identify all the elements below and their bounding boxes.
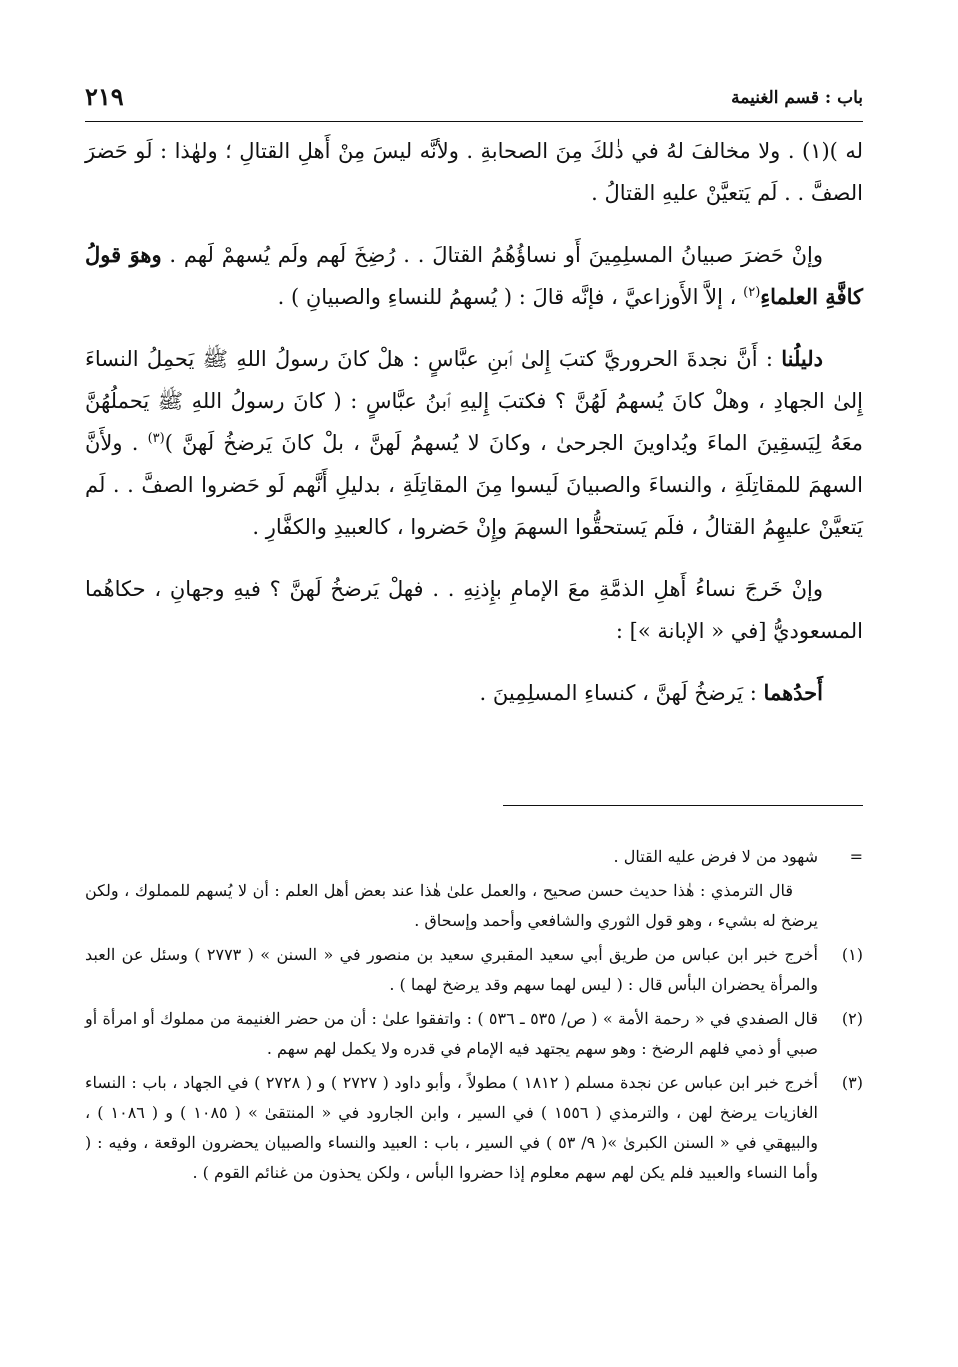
- footnote-3: [85, 1068, 863, 1188]
- paragraph-2-text-a: وإنْ حَضرَ صبيانُ المسلِمِينَ أَو نساؤُهُمُ القتالَ . . رُضِخَ لَهم ولَم يُسهمْ لَهم .: [161, 243, 823, 267]
- footnote-ref-3: (٣): [147, 431, 165, 446]
- paragraph-3: [85, 338, 863, 548]
- footnote-2-text: قال الصفدي في « رحمة الأمة » ( ص/ ٥٣٥ ـ ٥٣٦ ) : واتفقوا علىٰ : أن من حضر الغنيمة من مملوك أو امرأة أو صبي أو ذمي فلهم الرضخ : وهو سهم يجتهد فيه الإمام في قدره ولا يكمل لهم سهم .: [85, 1009, 819, 1058]
- paragraph-3-text: : أَنَّ نجدةَ الحروريَّ كتبَ إِلىٰ ٱبنِ عبَّاسٍ : هلْ كانَ رسولُ اللهِ ﷺ يَحمِلُ النساءَ إِلىٰ الجهادِ ، وهلْ كانَ يُسهمُ لَهُنَّ ؟ فكتبَ إِليهِ ٱبنُ عبَّاسٍ : ( كانَ رسولُ اللهِ ﷺ يَحملُهُنَّ معَهُ لِيَسقِينَ الماءَ ويُداوينَ الجرحىٰ ، وكانَ لا يُسهمُ لَهنَّ ، بلْ كانَ يَرضخُ لَهنَّ ): [85, 347, 864, 455]
- paragraph-5: [85, 672, 863, 714]
- page-header: [85, 78, 863, 118]
- paragraph-3-tail: . ولأَنَّ السهمَ للمقاتِلَةِ ، والنساءَ والصبيانَ لَيسوا مِنَ المقاتِلَةِ ، بدليلِ أَنَّهم لَو حَضروا الصفَّ . . لَم يَتعيَّنْ عليهِمُ القتالُ ، فلَم يَستحقُّوا السهمَ وإِنْ حَضروا ، كالعبيدِ والكفَّارِ .: [85, 431, 863, 539]
- footnote-1-marker: (١): [841, 945, 863, 964]
- footnote-1-text: أخرج خبر ابن عباس من طريق أبي سعيد المقبري سعيد بن منصور في « السنن » ( ٢٧٧٣ ) وسئل عن العبد والمرأة يحضران البأس قال : ( ليس لهما سهم وقد يرضخ لهما ) .: [85, 945, 819, 994]
- footnote-rule: [503, 805, 863, 806]
- evidence-label: دليلُنا: [781, 346, 823, 371]
- paragraph-4-text: وإنْ خَرجَ نساءُ أَهلِ الذمَّةِ معَ الإمامِ بإِذنِهِ . . فهلْ يَرضخُ لَهنَّ ؟ فيهِ وجهانِ ، حكاهُما المسعوديُّ [في « الإبانة »] :: [85, 577, 863, 643]
- footnote-3-text: أخرج خبر ابن عباس عن نجدة مسلم ( ١٨١٢ ) مطولاً ، وأبو داود ( ٢٧٢٧ ) و ( ٢٧٢٨ ) في الجهاد ، باب : النساء الغازيات يرضخ لهن ، والترمذي ( ١٥٥٦ ) في السير ، وابن الجارود في « المنتقىٰ » ( ١٠٨٥ ) و ( ١٠٨٦ ) ، والبيهقي في « السنن الكبرىٰ »( ٩/ ٥٣ ) في السير ، باب : العبيد والنساء والصبيان يحضرون الوقعة ، وفيه : ( وأما النساء والعبيد فلم يكن لهم سهم معلوم إذا حضروا البأس ، ولكن يحذون من غنائم القوم ) .: [85, 1073, 819, 1182]
- main-text: [85, 130, 863, 734]
- footnote-2: [85, 1004, 863, 1064]
- paragraph-5-text: : يَرضخُ لَهنَّ ، كنساءِ المسلِمِينَ .: [479, 681, 764, 705]
- footnote-2-marker: (٢): [841, 1009, 863, 1028]
- page-number: ٢١٩: [85, 82, 124, 111]
- footnote-ref-2: (٢): [743, 285, 761, 300]
- footnotes: [85, 842, 863, 1192]
- paragraph-1: [85, 130, 863, 214]
- header-rule: [85, 121, 863, 122]
- footnote-1: [85, 940, 863, 1000]
- footnote-3-marker: (٣): [841, 1073, 863, 1092]
- continuation-text: شهود من لا فرض عليه القتال .: [613, 847, 818, 866]
- chapter-title: باب : قسم الغنيمة: [731, 88, 863, 108]
- paragraph-2-bold: وهوَ قولُ كافَّةِ العلماءِ: [85, 242, 863, 309]
- footnote-continuation: [85, 842, 863, 872]
- paragraph-1-text: له )(١) . ولا مخالفَ لهُ في ذٰلكَ مِنَ الصحابةِ . ولأنَّه ليسَ مِنْ أَهلِ القتالِ ؛ ولهٰذا : لَو حَضرَ الصفَّ . . لَم يَتعيَّنْ عليهِ القتالُ .: [85, 139, 864, 205]
- continuation-marker: =: [849, 847, 863, 866]
- paragraph-2-text-c: ، إلاَّ الأَوزاعيَّ ، فإنَّه قالَ : ( يُسهمُ للنساءِ والصبيانِ ) .: [277, 285, 744, 309]
- paragraph-2: [85, 234, 863, 318]
- first-view-label: أَحدُهما: [763, 680, 823, 705]
- paragraph-4: [85, 568, 863, 652]
- footnote-continuation-p2: قال الترمذي : هٰذا حديث حسن صحيح ، والعمل علىٰ هٰذا عند بعض أهل العلم : أن لا يُسهم للمملوك ، ولكن يرضخ له بشيء ، وهو قول الثوري والشافعي وأحمد وإسحاق .: [85, 881, 818, 930]
